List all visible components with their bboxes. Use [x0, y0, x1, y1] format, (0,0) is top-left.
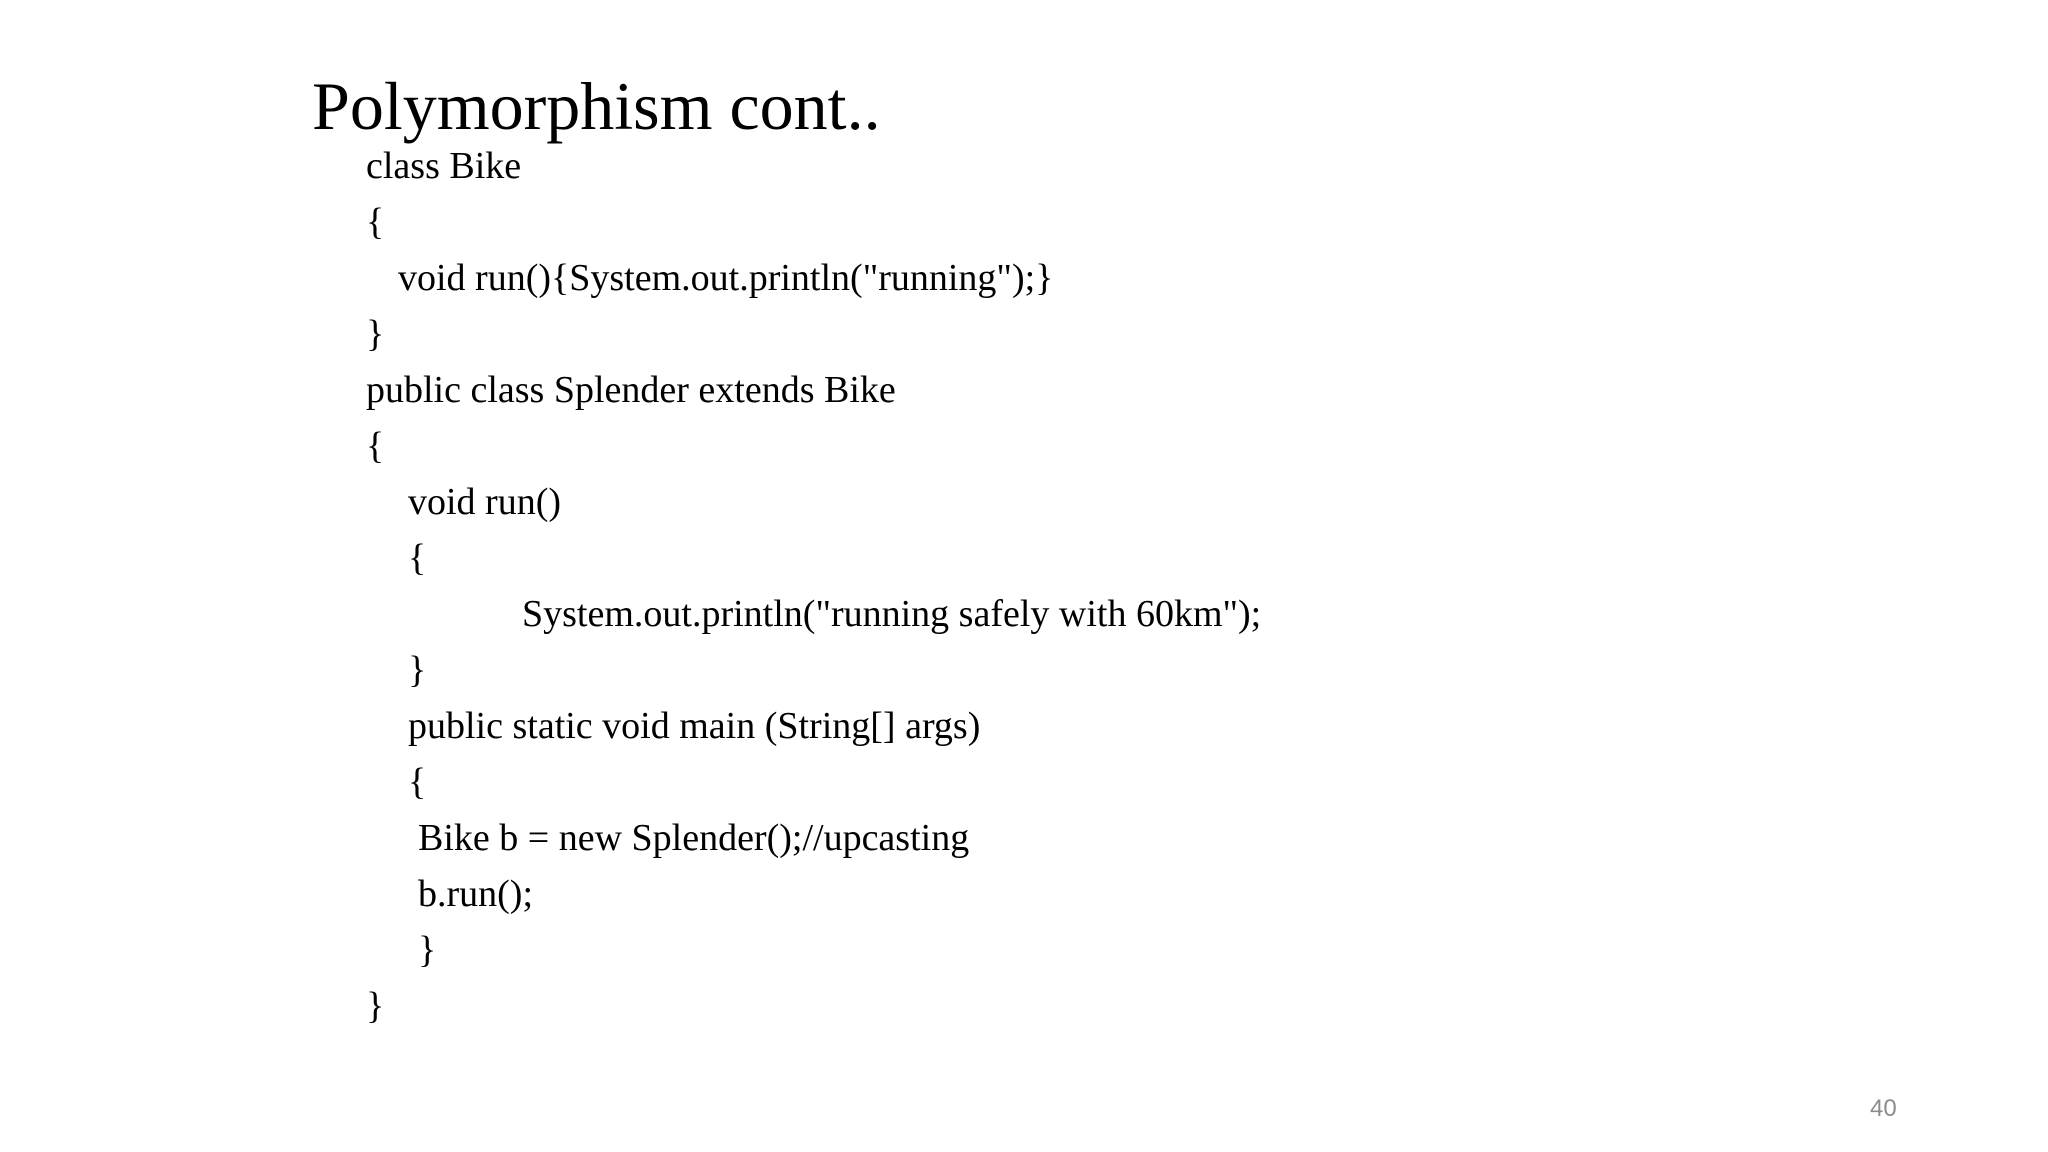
code-line-7: void run() [408, 481, 562, 523]
page-number: 40 [1870, 1095, 1897, 1122]
slide-title: Polymorphism cont.. [312, 68, 881, 144]
code-line-9: System.out.println("running safely with 60km"); [522, 593, 1262, 635]
code-line-11: public static void main (String[] args) [408, 705, 981, 747]
code-line-16: } [366, 985, 385, 1027]
code-line-12: { [408, 761, 427, 803]
code-line-2: { [366, 201, 385, 243]
code-line-3: void run(){System.out.println("running");} [398, 257, 1054, 299]
code-line-6: { [366, 425, 385, 467]
code-line-4: } [366, 313, 385, 355]
code-line-15: } [418, 929, 437, 971]
code-line-8: { [408, 537, 427, 579]
code-line-10: } [408, 649, 427, 691]
code-line-13: Bike b = new Splender();//upcasting [418, 817, 970, 859]
code-line-14: b.run(); [418, 873, 534, 915]
code-line-5: public class Splender extends Bike [366, 369, 896, 411]
code-line-1: class Bike [366, 145, 522, 187]
